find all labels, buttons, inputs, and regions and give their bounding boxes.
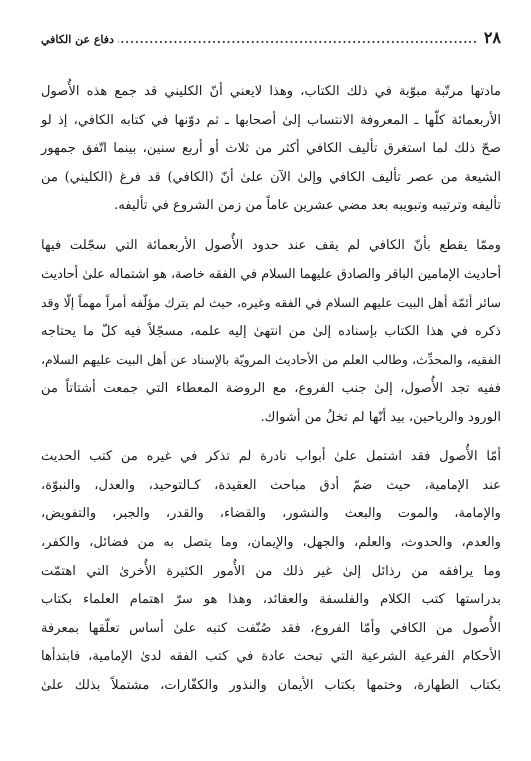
text-line: بدراستها كتب الكلام والفلسفة والعقائد، وهذا هو سرّ اهتمام العلماء بكتاب: [41, 592, 501, 608]
running-title: دفاع عن الكافي: [41, 33, 114, 46]
text-line: الورود والرياحين، بيد أنّها لم تخلُ من أشواك.: [260, 409, 501, 425]
page-number: ٢٨: [483, 28, 501, 47]
text-line: الفقيه، والمحدِّث، وطالب العلم من الأحاديث المرويّة بالإسناد عن أهل البيت عليهم السلام،: [41, 352, 501, 368]
text-line: عند الإمامية، حيث ضمّ أدق مباحث العقيدة، كـالتوحيد، والعدل، والنبوّة،: [41, 477, 501, 493]
paragraph: [41, 443, 501, 700]
paragraph: [41, 232, 501, 432]
text-line: بكتاب الطهارة، وختمها بكتاب الأيمان والنذور والكفّارات، مشتملاً بذلك علىٰ: [41, 677, 501, 693]
text-line: أمّا الأُصول فقد اشتمل علىٰ أبواب نادرة لم تذكر في غيره من كتب الحديث: [41, 449, 501, 465]
header-dotted-leader: [118, 33, 478, 46]
text-line: وممّا يقطع بأنّ الكافي لم يقف عند حدود الأُصول الأربعمائة التي سجّلت فيها: [41, 237, 501, 253]
text-line: الأحكام الفرعية الشرعية التي تبحث عادة في كتب الفقه لدىٰ الإمامية، فابتدأها: [41, 649, 501, 665]
text-line: سائر أئمّة أهل البيت عليهم السلام في الفقه وغيره، حيث لم يترك مؤلّفه أمراً مهماً إلّا وقد: [41, 295, 501, 311]
text-line: الأُصول من الكافي وأمّا الفروع، فقد صُنّفت كتبه علىٰ أساس تعلّقها بمعرفة: [41, 620, 501, 636]
body-text: [41, 78, 501, 700]
paragraph-gap: [41, 432, 501, 443]
book-page: [41, 28, 501, 748]
text-line: والإمامة، والموت والبعث والنشور، والقضاء، والقدر، والجبر، والتفويض،: [41, 506, 501, 522]
paragraph: [41, 78, 501, 221]
text-line: مادتها مرتّبة مبوّبة في ذلك الكتاب، وهذا لايعني أنّ الكليني قد جمع هذه الأُصول: [41, 84, 501, 99]
text-line: الشيعة من عصر تأليف الكافي وإلىٰ الآن علىٰ أنّ (الكافي) قد فرغ (الكليني) من: [41, 169, 501, 185]
text-line: ذكره في هذا الكتاب بإسناده إلىٰ من انتهىٰ إليه علمه، مسجّلاً فيه كلّ ما يحتاجه: [41, 323, 501, 339]
text-line: الأربعمائة كلّها ـ المعروفة الانتساب إلىٰ أصحابها ـ ثم دوّنها في كتابه الكافي، إذ لو: [41, 112, 501, 128]
text-line: وما يرافقه من رذائل إلىٰ غير ذلك من الأُمور الكثيرة الأُخرىٰ التي اهتمّت: [41, 563, 501, 579]
text-line: أحاديث الإمامين الباقر والصادق عليهما السلام في الفقه خاصة، هو اشتماله علىٰ أحاديث: [41, 266, 501, 282]
text-line: والعدم، والحدوث، والعلم، والجهل، والإيمان، وما يتصل به من فضائل، والكفر،: [41, 534, 501, 550]
paragraph-gap: [41, 221, 501, 232]
running-header: [41, 28, 501, 50]
text-line: ففيه تجد الأُصول، إلىٰ جنب الفروع، مع الروضة المعطاء التي جمعت أشتاتاً من: [41, 380, 501, 396]
text-line: صحّ ذلك لما استغرق تأليف الكافي أكثر من ثلاث أو أربع سنين، بينما اتّفق جمهور: [41, 141, 501, 157]
text-line: تأليفه وترتيبه وتبويبه بعد مضي عشرين عاماً من زمن الشروع في تأليفه.: [114, 198, 501, 214]
